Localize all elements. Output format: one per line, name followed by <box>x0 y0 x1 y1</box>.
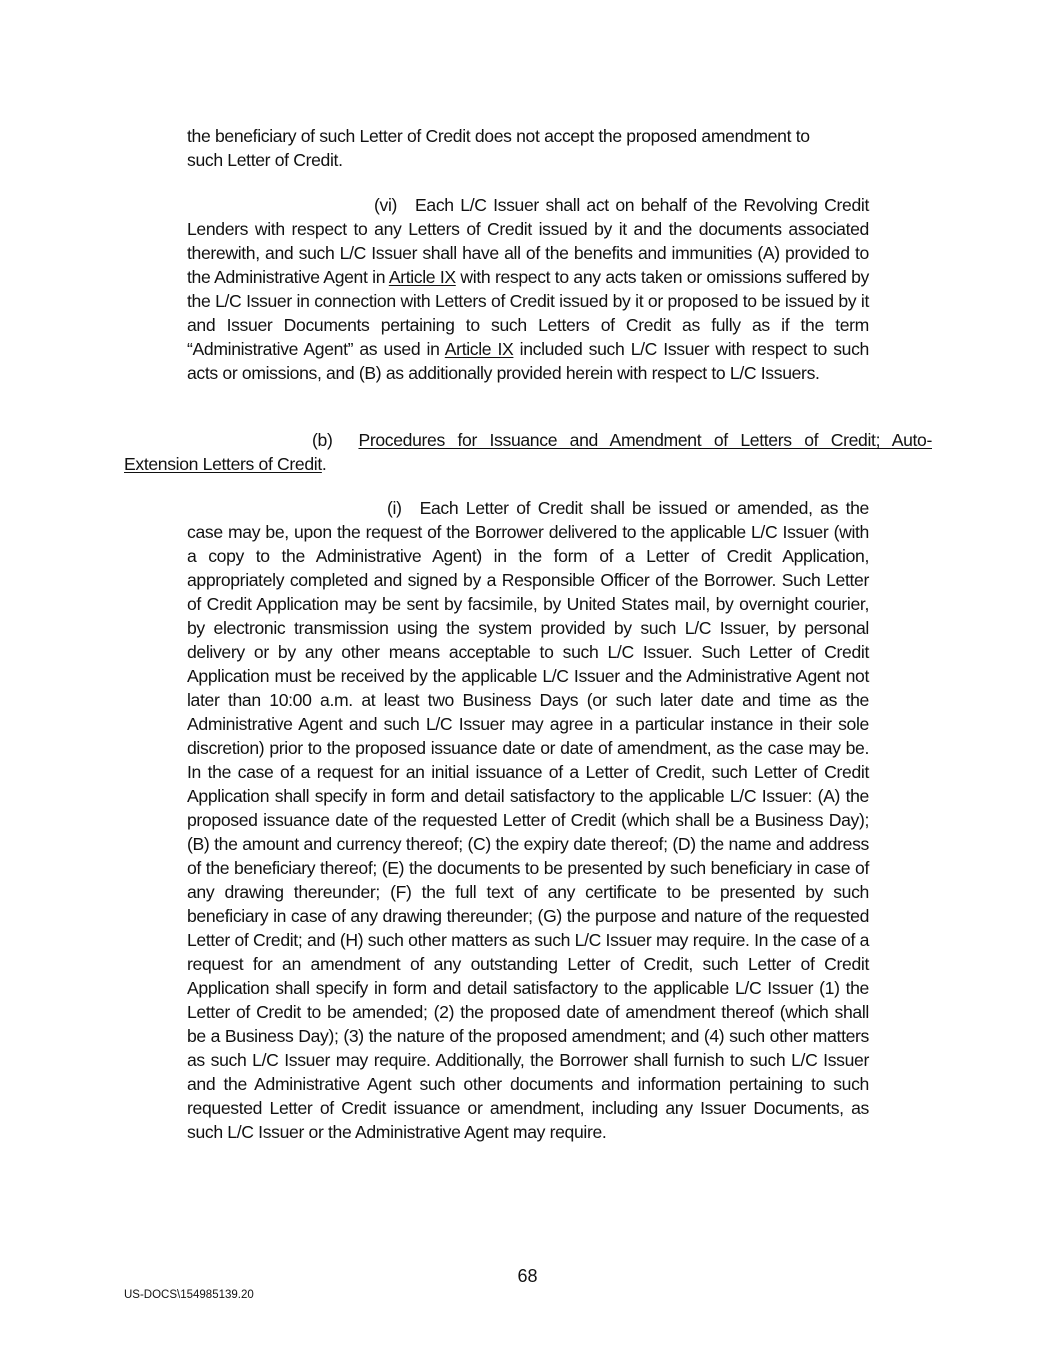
paragraph-vi <box>187 193 869 385</box>
section-b-heading-line-2 <box>124 452 932 476</box>
document-id: US-DOCS\154985139.20 <box>124 1289 254 1301</box>
section-b-title-part-1: Procedures for Issuance and Amendment of Letters of Credit; Auto- <box>358 430 932 450</box>
continuation-line-2: such Letter of Credit. <box>187 150 343 170</box>
continuation-line-1: the beneficiary of such Letter of Credit does not accept the proposed amendment to <box>187 126 810 146</box>
paragraph-vi-text-1: Each L/C Issuer shall act on behalf of the Revolving Credit Lenders with respect to any Letters of Credit issued by it and the documents associated therewith, and such L/C Issuer shall have all of the benefits and immunities (A) provided to the Administrative Agent in <box>187 195 869 287</box>
paragraph-i-text: Each Letter of Credit shall be issued or amended, as the case may be, upon the request of the Borrower delivered to the applicable L/C Issuer (with a copy to the Administrative Agent) in the form of a Letter of Credit Application, appropriately completed and signed by a Responsible Officer of the Borrower. Such Letter of Credit Application may be sent by facsimile, by United States mail, by overnight courier, by electronic transmission using the system provided by such L/C Issuer, by personal delivery or by any other means acceptable to such L/C Issuer. Such Letter of Credit Application must be received by the applicable L/C Issuer and the Administrative Agent not later than 10:00 a.m. at least two Business Days (or such later date and time as the Administrative Agent and such L/C Issuer may agree in a particular instance in their sole discretion) prior to the proposed issuance date or date of amendment, as the case may be. In the case of a request for an initial issuance of a Letter of Credit, such Letter of Credit Application shall specify in form and detail satisfactory to the applicable L/C Issuer: (A) the proposed issuance date of the requested Letter of Credit (which shall be a Business Day); (B) the amount and currency thereof; (C) the expiry date thereof; (D) the name and address of the beneficiary thereof; (E) the documents to be presented by such beneficiary in case of any drawing thereunder; (F) the full text of any certificate to be presented by such beneficiary in case of any drawing thereunder; (G) the purpose and nature of the requested Letter of Credit; and (H) such other matters as such L/C Issuer may require. In the case of a request for an amendment of any outstanding Letter of Credit, such Letter of Credit Application shall specify in form and detail satisfactory to the applicable L/C Issuer (1) the Letter of Credit to be amended; (2) the proposed date of amendment thereof (which shall be a Business Day); (3) the nature of the proposed amendment; and (4) such other matters as such L/C Issuer may require. Additionally, the Borrower shall furnish to such L/C Issuer and the Administrative Agent such other documents and information pertaining to such requested Letter of Credit issuance or amendment, including any Issuer Documents, as such L/C Issuer or the Administrative Agent may require. <box>187 498 869 1142</box>
continuation-paragraph <box>187 124 869 172</box>
article-ix-reference-1: Article IX <box>388 267 456 287</box>
section-b-title-period: . <box>321 454 327 474</box>
paragraph-vi-text-2: with respect to any acts taken or omissions suffered by the L/C Issuer in connection with Letters of Credit issued by it or proposed to be issued by it and Issuer Documents pertaining to such Letters of Credit as fully as if the term “Administrative Agent” as used in <box>187 267 869 359</box>
article-ix-reference-2: Article IX <box>444 339 514 359</box>
section-b-title-part-2: Extension Letters of Credit <box>124 454 322 474</box>
section-b-heading-line-1 <box>124 428 932 452</box>
paragraph-i-marker: (i) <box>387 498 402 518</box>
paragraph-vi-marker: (vi) <box>374 195 398 215</box>
section-b-marker: (b) <box>312 430 333 450</box>
paragraph-vi-text-3: included such L/C Issuer with respect to such acts or omissions, and (B) as additionally provided herein with respect to L/C Issuers. <box>187 339 869 383</box>
paragraph-i <box>187 496 869 1144</box>
section-b-heading <box>124 428 932 476</box>
page-number: 68 <box>517 1266 538 1286</box>
